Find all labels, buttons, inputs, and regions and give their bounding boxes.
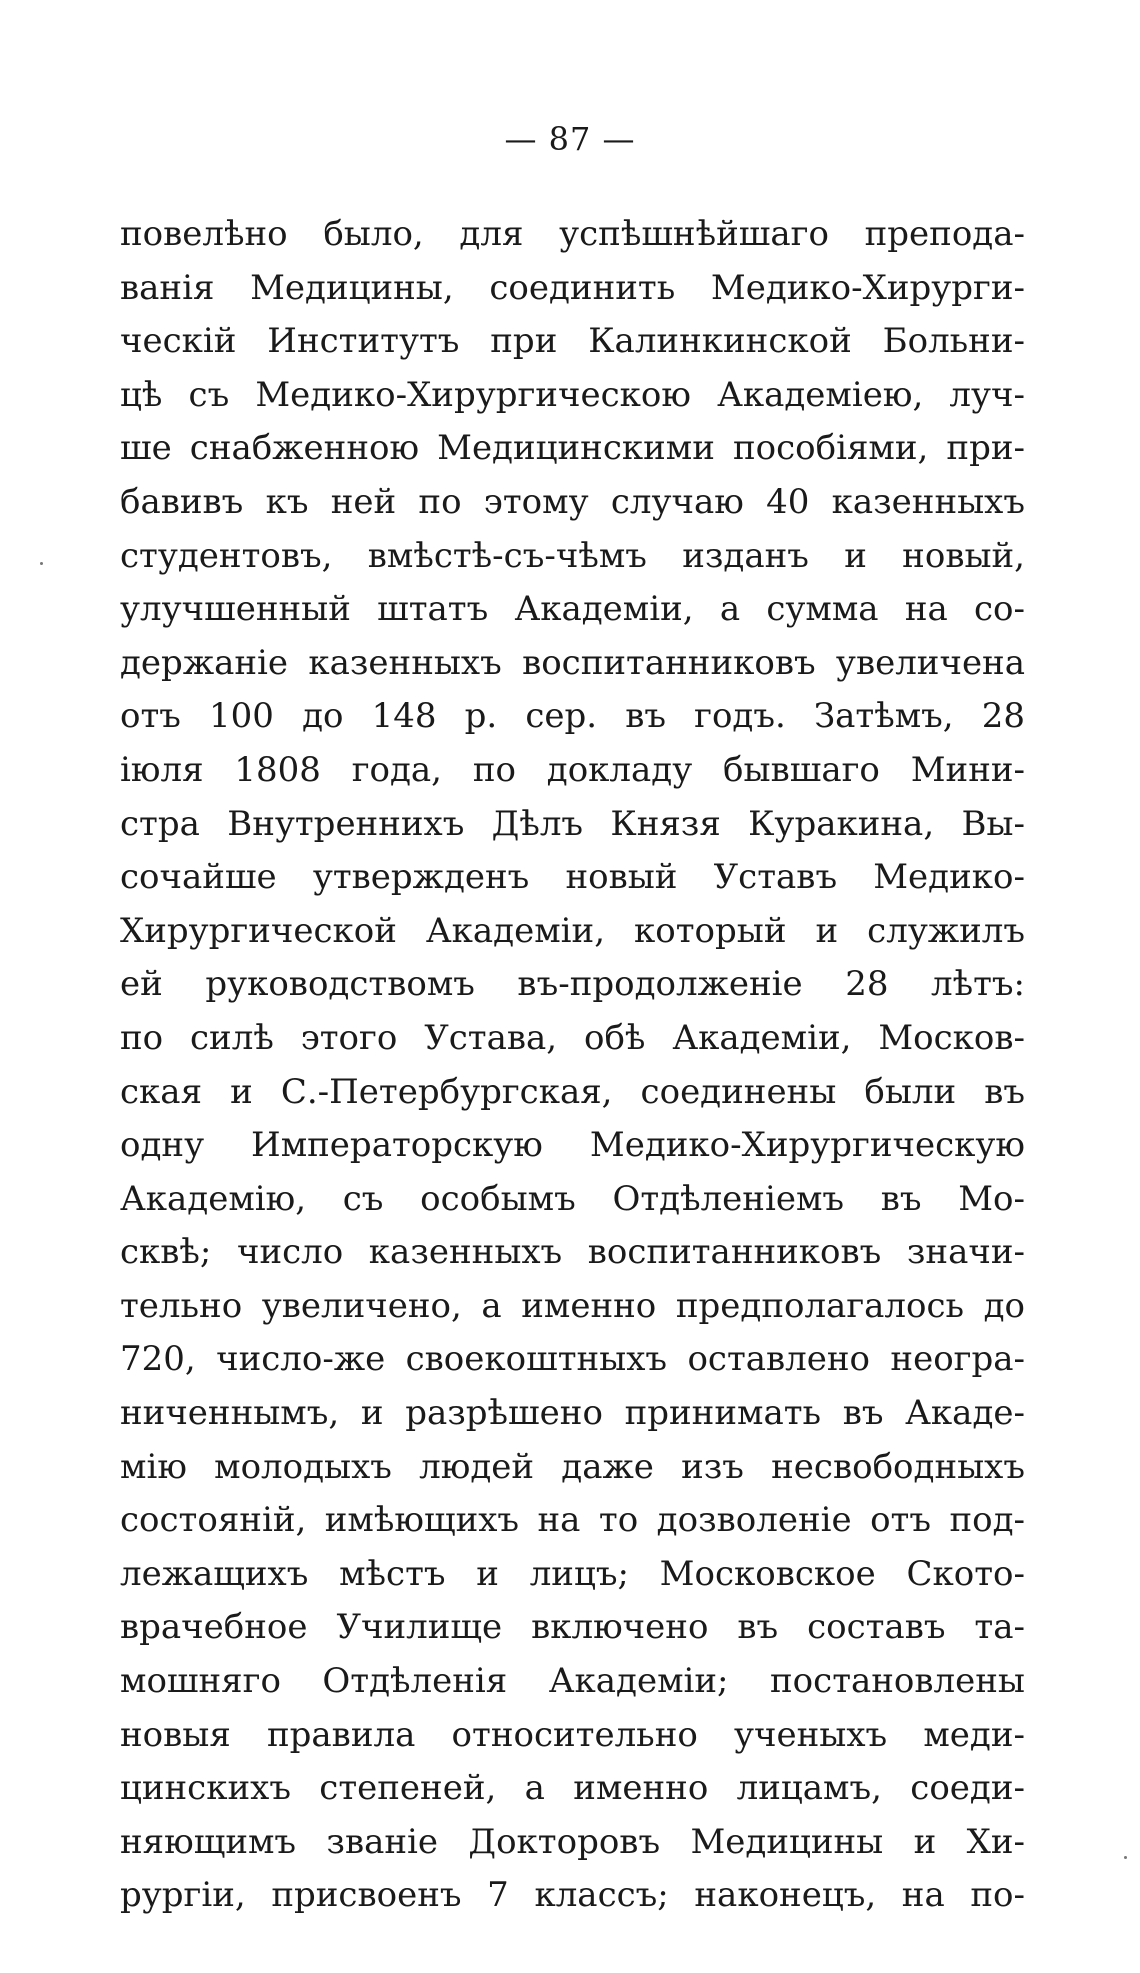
text-line: студентовъ, вмѣстѣ-съ-чѣмъ изданъ и новый, [120,535,1025,576]
text-line: лежащихъ мѣстъ и лицъ; Московское Ското- [120,1553,1025,1594]
text-line: повелѣно было, для успѣшнѣйшаго препода- [120,214,1025,254]
text-line: ская и С.-Петербургская, соединены были въ [120,1071,1025,1112]
text-line: ше снабженною Медицинскими пособіями, при- [120,428,1025,469]
text-line: врачебное Училище включено въ составъ та- [120,1607,1025,1648]
text-line: сквѣ; число казенныхъ воспитанниковъ значи- [120,1232,1025,1273]
text-line: бавивъ къ ней по этому случаю 40 казенныхъ [120,481,1025,522]
text-line: 720, число-же своекоштныхъ оставлено неогра- [120,1339,1025,1380]
text-line: ниченнымъ, и разрѣшено принимать въ Акаде- [120,1393,1025,1434]
text-line: по силѣ этого Устава, обѣ Академіи, Москов- [120,1017,1025,1058]
text-line: Хирургической Академіи, который и служилъ [120,910,1025,951]
paper-speck [1124,1856,1127,1859]
text-line: іюля 1808 года, по докладу бывшаго Мини- [120,749,1025,790]
text-line: ванія Медицины, соединить Медико-Хирурги- [120,267,1025,308]
body-text [120,208,1025,1923]
paper-speck [40,562,43,565]
text-line: рургіи, присвоенъ 7 классъ; наконецъ, на по- [120,1875,1025,1916]
page-number: — 87 — [504,120,636,158]
text-line: стра Внутреннихъ Дѣлъ Князя Куракина, Вы- [120,803,1025,844]
text-line: сочайше утвержденъ новый Уставъ Медико- [120,857,1025,898]
text-line: тельно увеличено, а именно предполагалось до [120,1285,1025,1326]
text-line: мію молодыхъ людей даже изъ несвободныхъ [120,1446,1025,1487]
text-line: держаніе казенныхъ воспитанниковъ увеличена [120,642,1025,683]
text-line: новыя правила относительно ученыхъ меди- [120,1714,1025,1755]
text-line: ческій Институтъ при Калинкинской Больни- [120,321,1025,362]
text-line: цѣ съ Медико-Хирургическою Академіею, луч- [120,374,1025,415]
text-line: цинскихъ степеней, а именно лицамъ, соеди- [120,1768,1025,1809]
text-line: улучшенный штатъ Академіи, а сумма на со- [120,589,1025,630]
text-line: няющимъ званіе Докторовъ Медицины и Хи- [120,1821,1025,1862]
text-line: состояній, имѣющихъ на то дозволеніе отъ под- [120,1500,1025,1541]
text-line: Академію, съ особымъ Отдѣленіемъ въ Мо- [120,1178,1025,1219]
text-line: одну Императорскую Медико-Хирургическую [120,1125,1025,1166]
text-line: ей руководствомъ въ-продолженіе 28 лѣтъ: [120,964,1025,1005]
text-line: мошняго Отдѣленія Академіи; постановлены [120,1661,1025,1702]
text-line: отъ 100 до 148 р. сер. въ годъ. Затѣмъ, 28 [120,696,1025,737]
